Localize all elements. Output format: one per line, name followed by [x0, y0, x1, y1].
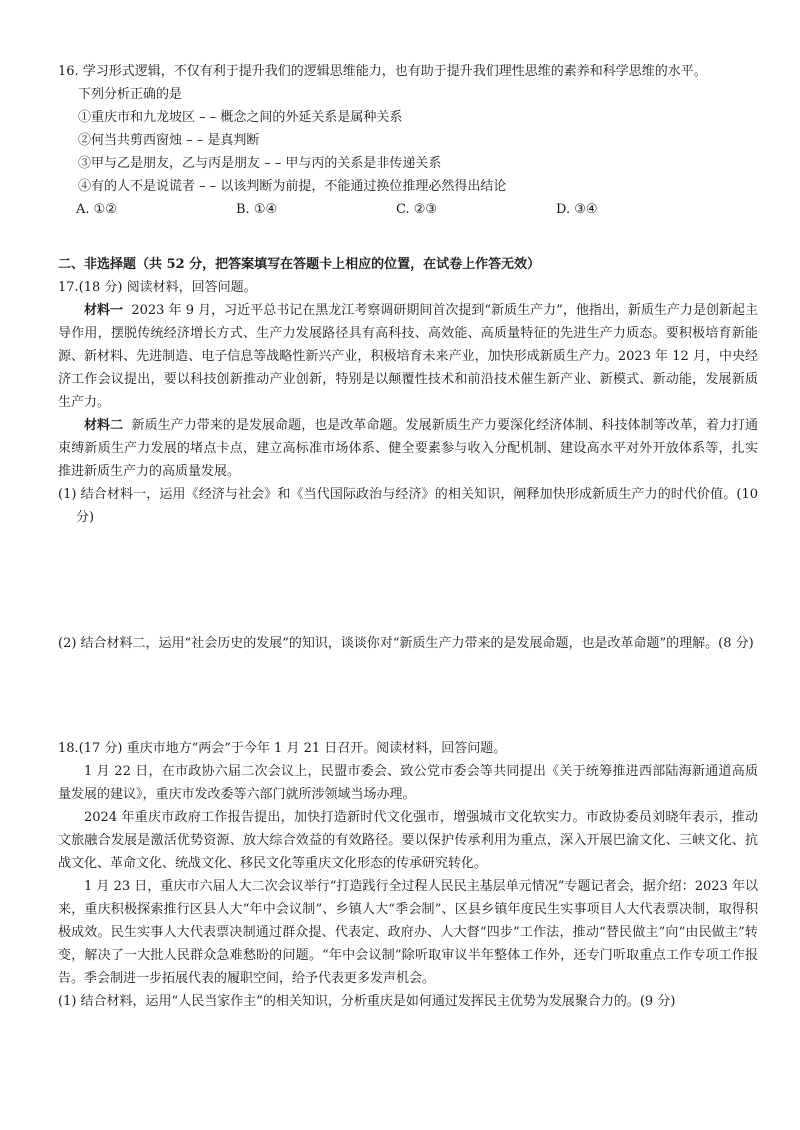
q18-header: 18.(17 分) 重庆市地方“两会”于今年 1 月 21 日召开。阅读材料，回答问题。: [58, 741, 507, 756]
q17-material-2-text: 新质生产力带来的是发展命题，也是改革命题。发展新质生产力要深化经济体制、科技体制等改革，着力打通束缚新质生产力发展的堵点卡点，建立高标准市场体系、健全要素参与收入分配机制、建设高水平对外开放体系等，扎实推进新质生产力的高质量发展。: [58, 418, 758, 479]
q17-material-1: [58, 299, 758, 414]
q16-item-1: ①重庆市和九龙坡区 – – 概念之间的外延关系是属种关系: [78, 110, 403, 125]
exam-page: [58, 60, 758, 1013]
q16-stem-line1: 16. 学习形式逻辑，不仅有利于提升我们的逻辑思维能力，也有助于提升我们理性思维的素养和科学思维的水平。: [58, 64, 707, 79]
question-17: [58, 276, 758, 655]
q17-material-1-label: 材料一: [84, 303, 124, 318]
answer-space-q17-1: [58, 529, 758, 632]
q18-paragraph-2: 2024 年重庆市政府工作报告提出，加快打造新时代文化强市，增强城市文化软实力。市政协委员刘晓年表示，推动文旅融合发展是激活优势资源、放大综合效益的有效路径。要以保护传承利用为重点，深入开展巴渝文化、三峡文化、抗战文化、革命文化、统战文化、移民文化等重庆文化形态的传承研究转化。: [58, 810, 758, 871]
q16-option-b: B. ①④: [236, 202, 278, 217]
section-2-title: 二、非选择题（共 52 分，把答案填写在答题卡上相应的位置，在试卷上作答无效）: [58, 257, 541, 272]
q16-stem-line2: 下列分析正确的是: [78, 87, 183, 102]
q16-option-d: D. ③④: [556, 202, 598, 217]
q17-material-2-label: 材料二: [84, 418, 124, 433]
q16-item-4: ④有的人不是说谎者 – – 以该判断为前提，不能通过换位推理必然得出结论: [78, 179, 507, 194]
q16-item-2: ②何当共剪西窗烛 – – 是真判断: [78, 133, 260, 148]
q16-item-3: ③甲与乙是朋友，乙与丙是朋友 – – 甲与丙的关系是非传递关系: [78, 156, 442, 171]
q18-paragraph-3: 1 月 23 日，重庆市六届人大二次会议举行“打造践行全过程人民民主基层单元情况”专题记者会，据介绍：2023 年以来，重庆积极探索推行区县人大“年中会议制”、乡镇人大“季会制”、区县乡镇年度民生实事项目人大代表票决制，取得积极成效。民生实事人大代表票决制通过群众提、代表定、政府办、人大督“四步”工作法，推动“替民做主”向“由民做主”转变，解决了一大批人民群众急难愁盼的问题。“年中会议制”除听取审议半年整体工作外，还专门听取重点工作专项工作报告。季会制进一步拓展代表的履职空间，给予代表更多发声机会。: [58, 879, 758, 986]
q16-option-a: A. ①②: [76, 202, 117, 217]
q17-sub-question-1: (1) 结合材料一，运用《经济与社会》和《当代国际政治与经济》的相关知识，阐释加快形成新质生产力的时代价值。(10 分): [58, 487, 758, 525]
answer-space-q17-2: [58, 655, 758, 737]
question-16: [58, 60, 758, 221]
q17-material-1-text: 2023 年 9 月，习近平总书记在黑龙江考察调研期间首次提到“新质生产力”，他指出，新质生产力是创新起主导作用，摆脱传统经济增长方式、生产力发展路径具有高科技、高效能、高质量特征的先进生产力质态。要积极培育新能源、新材料、先进制造、电子信息等战略性新兴产业，积极培育未来产业，加快形成新质生产力。2023 年 12 月，中央经济工作会议提出，要以科技创新推动产业创新，特别是以颠覆性技术和前沿技术催生新产业、新模式、新动能，发展新质生产力。: [58, 303, 758, 410]
q16-option-c: C. ②③: [396, 202, 438, 217]
q18-sub-question-1: (1) 结合材料，运用“人民当家作主”的相关知识，分析重庆是如何通过发挥民主优势为发展聚合力的。(9 分): [58, 994, 676, 1009]
q18-paragraph-1: 1 月 22 日，在市政协六届二次会议上，民盟市委会、致公党市委会等共同提出《关于统筹推进西部陆海新通道高质量发展的建议》，重庆市发改委等六部门就所涉领域当场办理。: [58, 764, 758, 802]
q16-options: [58, 198, 758, 221]
q17-material-2: [58, 414, 758, 483]
q17-sub-question-2: (2) 结合材料二，运用“社会历史的发展”的知识，谈谈你对“新质生产力带来的是发展命题，也是改革命题”的理解。(8 分): [58, 636, 754, 651]
q17-header: 17.(18 分) 阅读材料，回答问题。: [58, 280, 257, 295]
question-18: [58, 737, 758, 1013]
